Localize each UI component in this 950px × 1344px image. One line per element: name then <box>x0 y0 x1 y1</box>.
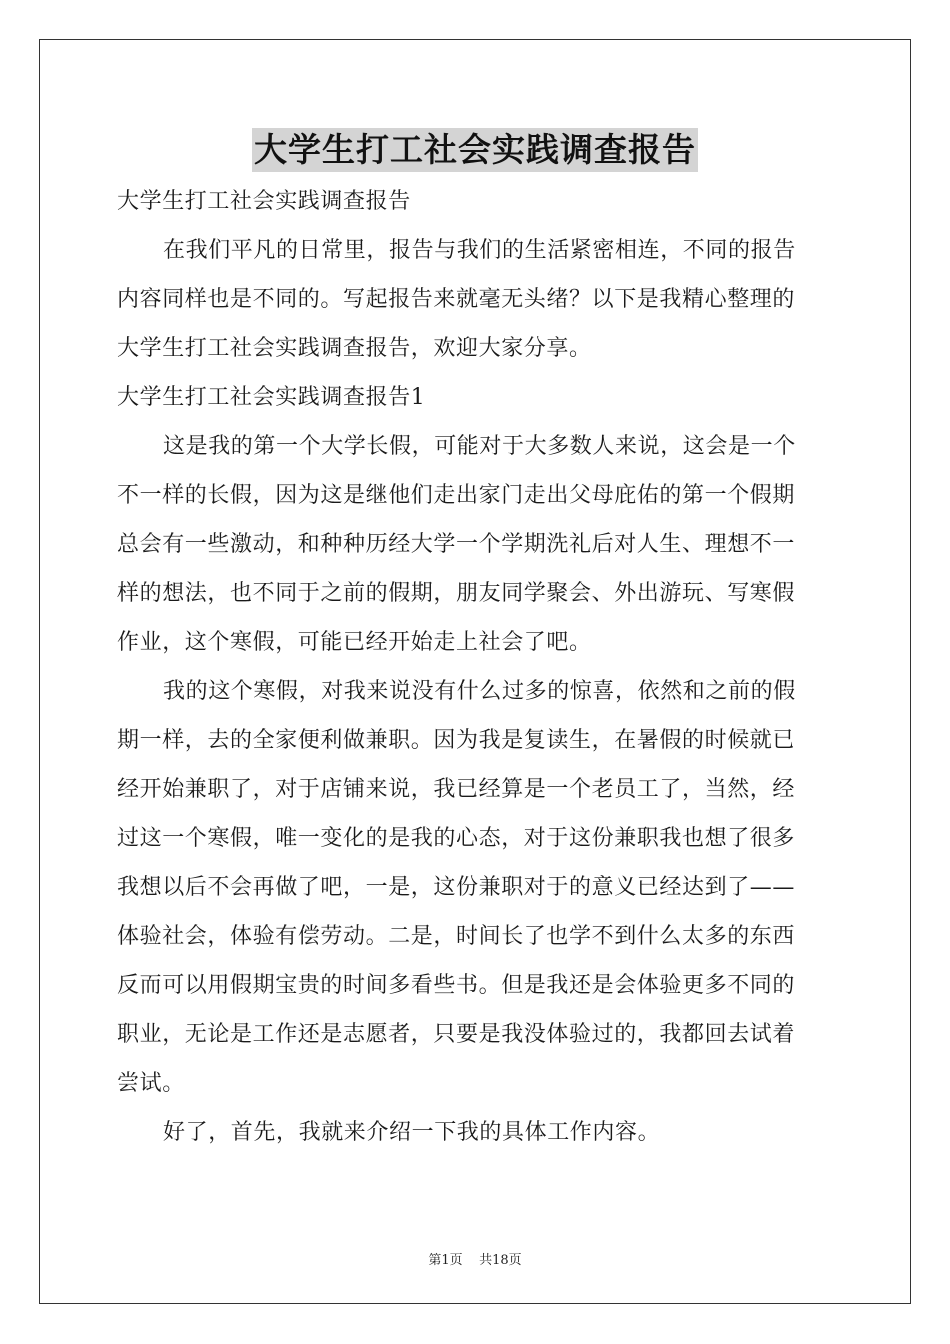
text-line: 大学生打工社会实践调查报告，欢迎大家分享。 <box>117 336 592 361</box>
document-body <box>117 177 837 1157</box>
text-line: 作业，这个寒假，可能已经开始走上社会了吧。 <box>117 630 592 655</box>
text-line: 大学生打工社会实践调查报告 <box>117 189 411 214</box>
document-title: 大学生打工社会实践调查报告 <box>252 128 698 172</box>
page-footer <box>0 1249 950 1268</box>
text-line: 经开始兼职了，对于店铺来说，我已经算是一个老员工了，当然，经 <box>117 777 796 802</box>
text-line: 期一样，去的全家便利做兼职。因为我是复读生，在暑假的时候就已 <box>117 728 796 753</box>
text-line: 尝试。 <box>117 1071 185 1096</box>
text-line: 我的这个寒假，对我来说没有什么过多的惊喜，依然和之前的假 <box>163 679 796 704</box>
text-line: 样的想法，也不同于之前的假期，朋友同学聚会、外出游玩、写寒假 <box>117 581 796 606</box>
page-total: 共18页 <box>479 1253 522 1268</box>
text-line: 总会有一些激动，和种种历经大学一个学期洗礼后对人生、理想不一 <box>117 532 796 557</box>
text-line: 内容同样也是不同的。写起报告来就毫无头绪？以下是我精心整理的 <box>117 287 796 312</box>
text-line: 过这一个寒假，唯一变化的是我的心态，对于这份兼职我也想了很多 <box>117 826 796 851</box>
text-line: 职业，无论是工作还是志愿者，只要是我没体验过的，我都回去试着 <box>117 1022 796 1047</box>
text-line: 反而可以用假期宝贵的时间多看些书。但是我还是会体验更多不同的 <box>117 973 796 998</box>
text-line: 不一样的长假，因为这是继他们走出家门走出父母庇佑的第一个假期 <box>117 483 796 508</box>
text-line: 大学生打工社会实践调查报告1 <box>117 385 426 410</box>
text-line: 我想以后不会再做了吧，一是，这份兼职对于的意义已经达到了—— <box>117 875 796 900</box>
text-line: 在我们平凡的日常里，报告与我们的生活紧密相连，不同的报告 <box>163 238 796 263</box>
text-line: 体验社会，体验有偿劳动。二是，时间长了也学不到什么太多的东西 <box>117 924 796 949</box>
text-line: 好了，首先，我就来介绍一下我的具体工作内容。 <box>163 1120 661 1145</box>
page-number: 第1页 <box>428 1253 463 1268</box>
document-title-block <box>0 128 950 172</box>
text-line: 这是我的第一个大学长假，可能对于大多数人来说，这会是一个 <box>163 434 796 459</box>
